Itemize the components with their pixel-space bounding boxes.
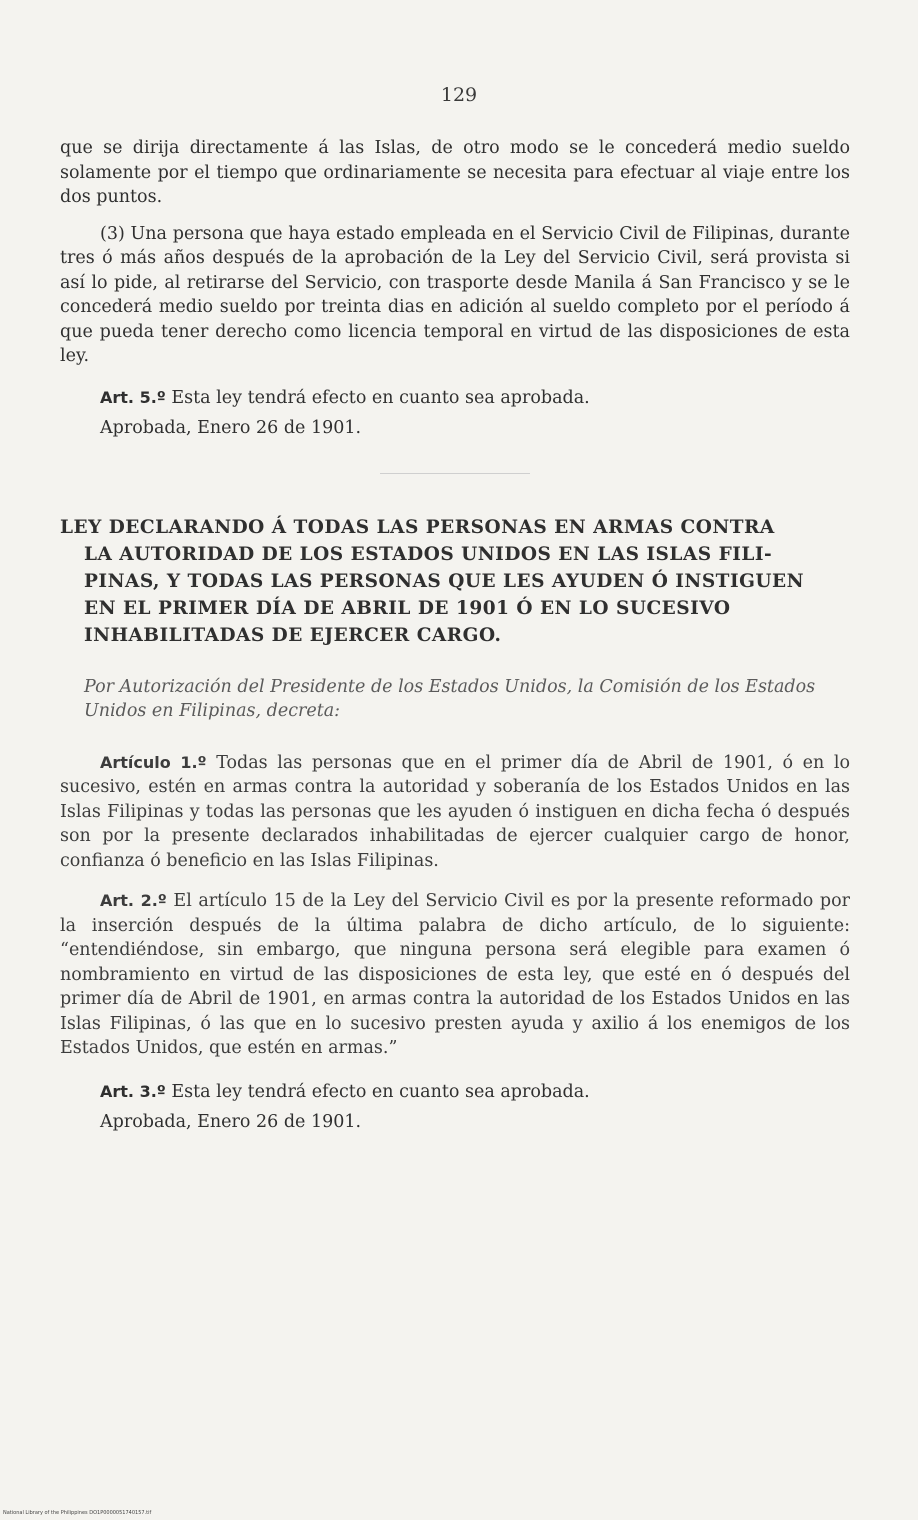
paragraph-3: (3) Una persona que haya estado empleada en el Servicio Civil de Filipinas, durante tres ó más años después de la aprobación de la Ley del Servicio Civil, será provista si así lo pide, al retirarse del Servicio, con trasporte desde Manila á San Francisco y se le concederá medio sueldo por treinta dias en adición al sueldo completo por el período á que pueda tener derecho como licencia temporal en virtud de las disposiciones de esta ley. bbox=[60, 223, 850, 366]
law-title-line-4: EN EL PRIMER DÍA DE ABRIL DE 1901 Ó EN LO SUCESIVO bbox=[84, 597, 731, 619]
article-2-lead: Art. 2.º bbox=[100, 891, 167, 910]
article-1-lead: Artículo 1.º bbox=[100, 752, 207, 772]
article-2-text: El artículo 15 de la Ley del Servicio Civil es por la presente reformado por la inserción después de la última palabra de dicho artículo, de lo siguiente: “entendiéndose, sin embargo, que ninguna persona será elegible para examen ó nombramiento en virtud de las disposiciones de esta ley, que esté en ó después del primer día de Abril de 1901, en armas contra la autoridad de los Estados Unidos en las Islas Filipinas, ó las que en lo sucesivo presten ayuda y axilio á los enemigos de los Estados Unidos, que estén en armas.” bbox=[60, 891, 850, 1058]
approval-date-1: Aprobada, Enero 26 de 1901. bbox=[100, 417, 362, 438]
article-3 bbox=[60, 1077, 850, 1107]
document-body bbox=[60, 136, 850, 1137]
approval-date-2: Aprobada, Enero 26 de 1901. bbox=[100, 1111, 362, 1132]
page-number: 129 bbox=[440, 84, 478, 106]
article-2 bbox=[60, 889, 850, 1061]
article-1 bbox=[60, 751, 850, 874]
scan-footer: National Library of the Philippines DO1P0000051740157.tif bbox=[3, 1510, 152, 1516]
decree-preamble: Por Autorización del Presidente de los Estados Unidos, la Comisión de los Estados Unidos en Filipinas, decreta: bbox=[84, 676, 816, 721]
law-title bbox=[60, 514, 850, 649]
article-5-lead: Art. 5.º bbox=[100, 387, 166, 407]
law-title-line-1: LEY DECLARANDO Á TODAS LAS PERSONAS EN ARMAS CONTRA bbox=[60, 516, 775, 538]
continuation-paragraph: que se dirija directamente á las Islas, de otro modo se le concederá medio sueldo solamente por el tiempo que ordinariamente se necesita para efectuar al viaje entre los dos puntos. bbox=[60, 138, 850, 207]
section-divider bbox=[380, 473, 530, 474]
article-3-lead: Art. 3.º bbox=[100, 1081, 166, 1101]
law-title-line-3: PINAS, Y TODAS LAS PERSONAS QUE LES AYUDEN Ó INSTIGUEN bbox=[84, 570, 805, 592]
article-1-text: Todas las personas que en el primer día de Abril de 1901, ó en lo sucesivo, estén en armas contra la autoridad y soberanía de los Estados Unidos en las Islas Filipinas y todas las personas que les ayuden ó instiguen en dicha fecha ó después son por la presente declarados inhabilitadas de ejercer cualquier cargo de honor, confianza ó beneficio en las Islas Filipinas. bbox=[60, 752, 850, 871]
article-3-text: Esta ley tendrá efecto en cuanto sea aprobada. bbox=[171, 1081, 590, 1102]
law-title-line-5: INHABILITADAS DE EJERCER CARGO. bbox=[84, 624, 502, 646]
article-5-text: Esta ley tendrá efecto en cuanto sea aprobada. bbox=[171, 387, 590, 408]
article-5 bbox=[60, 383, 850, 413]
law-title-line-2: LA AUTORIDAD DE LOS ESTADOS UNIDOS EN LAS ISLAS FILI- bbox=[84, 543, 773, 565]
